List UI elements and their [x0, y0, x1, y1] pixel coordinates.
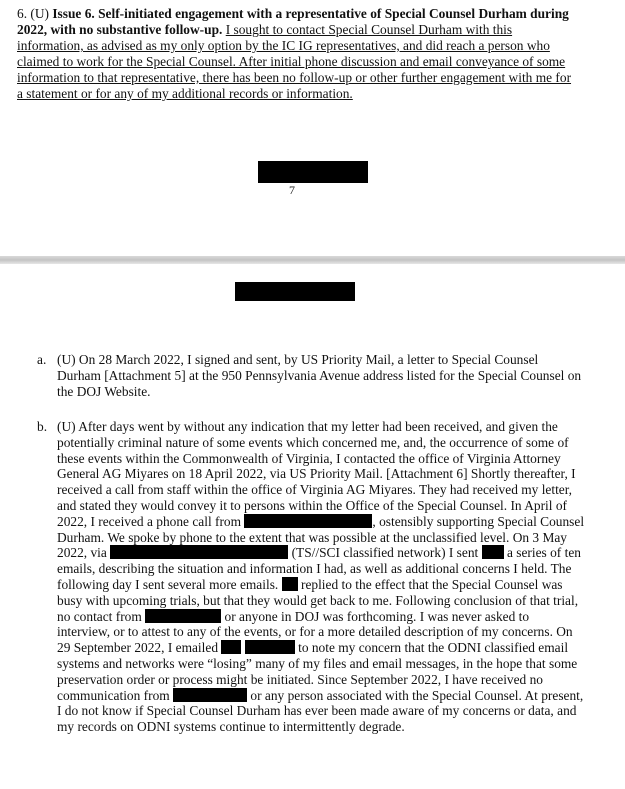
paragraph-lead: 6. (U) — [17, 6, 53, 21]
text-segment: (U) After days went by without any indication that my letter had been received, and given the potentially criminal nature of some events which concerned me, and, the occurrence of some of these events within the Commonwealth of Virginia, I contacted the office of Virginia Attorney General AG Miyares on 18 April 2022, via US Priority Mail. [Attachment 6] Shortly thereafter, I received a call from staff within the office of Virginia AG Miyares. They had received my letter, and stated they would convey it to persons within the Office of the Special Counsel. In April of 2022, I received a phone call from — [57, 419, 576, 529]
redaction — [244, 514, 372, 528]
redaction — [245, 640, 295, 654]
list-item-a — [37, 352, 585, 399]
redaction-header — [235, 282, 355, 301]
list-label-b: b. — [37, 419, 48, 434]
list-text-a: (U) On 28 March 2022, I signed and sent, by US Priority Mail, a letter to Special Counsel Durham [Attachment 5] at the 950 Pennsylvania Avenue address listed for the Special Counsel on the DOJ Website. — [57, 352, 582, 399]
page-separator — [0, 256, 625, 264]
document-page-1 — [0, 0, 625, 256]
document-page-2 — [0, 264, 625, 789]
list-item-b — [37, 419, 585, 735]
redaction — [221, 640, 241, 654]
issue-body: I sought to contact Special Counsel Durham with this information, as advised as my only option by the IC IG representatives, and did reach a person who claimed to work for the Special Counsel. After initial phone discussion and email conveyance of some information to that representative, there has been no follow-up or other further engagement with me for a statement or for any of my additional records or information. — [17, 22, 572, 101]
text-segment: or any person associated with the Special Counsel. At present, I do not know if Special Counsel Durham has ever been made aware of my concerns or data, and my records on ODNI systems continue to intermittently degrade. — [57, 687, 584, 735]
text-segment: , ostensibly supporting Special Counsel Durham. We spoke by phone to the extent that was possible at the unclassified level. On 3 May 2022, via — [57, 513, 585, 561]
redaction-footer-top — [258, 161, 368, 183]
list-text-b — [57, 419, 585, 735]
text-segment: replied to the effect that the Special Counsel was busy with upcoming trials, but that they would get back to me. Following conclusion of that trial, no contact from — [57, 576, 579, 624]
redaction — [282, 577, 298, 591]
text-segment: or anyone in DOJ was forthcoming. I was never asked to interview, or to attest to any of the events, or for a more detailed description of my concerns. On 29 September 2022, I emailed — [57, 608, 573, 656]
redaction — [145, 609, 221, 623]
redaction — [173, 688, 247, 702]
issue-title: Issue 6. Self-initiated engagement with a representative of Special Counsel Durham during 2022, with no substantive follow-up. — [17, 6, 569, 37]
text-segment: (TS//SCI classified network) I sent — [291, 545, 479, 561]
paragraph-issue-6 — [17, 6, 573, 102]
page-number: 7 — [289, 183, 295, 197]
list-label-a: a. — [37, 352, 47, 367]
text-segment: to note my concern that the ODNI classified email systems and networks were “losing” many of my files and email messages, in the hope that some preservation order or process might be initiated. Since September 2022, I have received no communication from — [57, 640, 578, 703]
redaction — [482, 545, 504, 559]
redaction — [110, 545, 288, 559]
text-segment: a series of ten emails, describing the situation and information I had, as well as additional concerns I held. The following day I sent several more emails. — [57, 545, 581, 592]
